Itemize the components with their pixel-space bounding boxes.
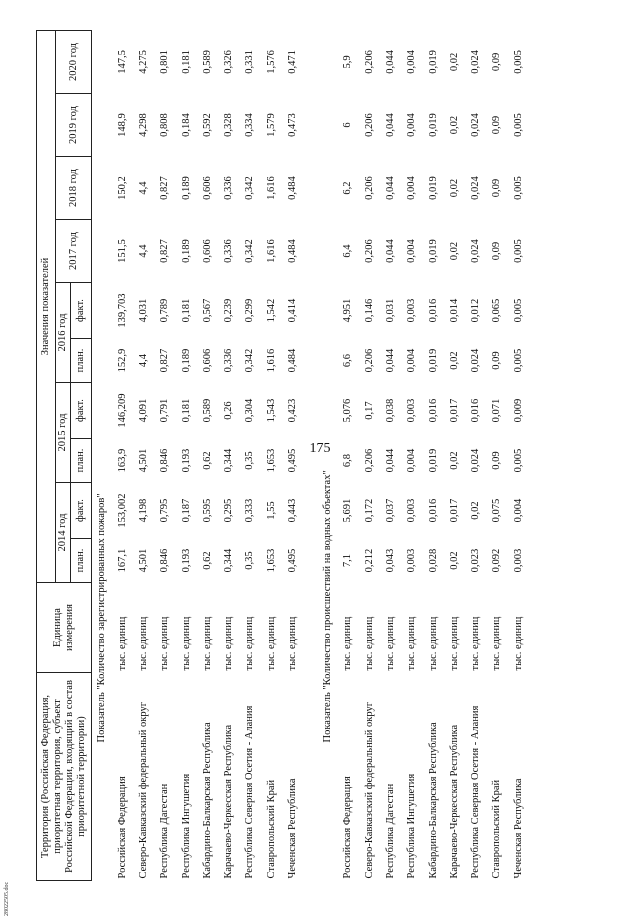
value-cell: 0,09 xyxy=(491,178,503,198)
value-cell: 0,592 xyxy=(201,113,213,137)
value-cell: 147,5 xyxy=(116,50,128,74)
value-cell: 148,9 xyxy=(116,113,128,137)
value-cell: 0,016 xyxy=(427,498,439,523)
value-cell: 0,004 xyxy=(512,498,524,523)
value-cell: 1,616 xyxy=(265,239,277,263)
value-cell: 0,044 xyxy=(384,239,396,263)
value-cell: 1,542 xyxy=(265,298,277,323)
value-cell: 0,005 xyxy=(512,348,524,373)
section-title: Показатель "Количество происшествий на водных объектах" xyxy=(321,470,333,743)
value-cell: 0,589 xyxy=(201,50,213,74)
value-cell: 0,02 xyxy=(448,52,460,72)
value-cell: 0,014 xyxy=(448,298,460,323)
value-cell: 0,146 xyxy=(363,298,375,323)
rotated-table-container xyxy=(36,31,626,881)
value-cell: 0,595 xyxy=(201,498,213,523)
value-cell: 0,005 xyxy=(512,298,524,323)
table-row xyxy=(338,30,359,880)
value-cell: 1,653 xyxy=(265,548,277,573)
value-cell: 0,801 xyxy=(159,50,171,74)
value-cell: 0,26 xyxy=(223,401,235,420)
value-cell: 0,016 xyxy=(470,398,482,423)
value-cell: 0,808 xyxy=(159,113,171,137)
value-cell: 0,044 xyxy=(384,50,396,74)
indicators-table xyxy=(36,30,529,881)
territory-name: Ставропольский Край xyxy=(491,779,503,879)
value-cell: 0,299 xyxy=(244,298,256,323)
value-cell: 1,653 xyxy=(265,448,277,473)
header-territory: Территория (Российская Федерация, приоритетная территория, субъект Российской Федерации, входящий в состав приоритетной территории) xyxy=(37,673,92,881)
footer-doc-code: 28022505.doc xyxy=(4,881,10,916)
value-cell: 0,295 xyxy=(223,498,235,523)
unit-cell: тыс. единиц xyxy=(180,616,192,671)
unit-cell: тыс. единиц xyxy=(406,616,418,671)
section-title-row xyxy=(92,30,113,880)
header-values: Значения показателей xyxy=(37,30,56,582)
unit-cell: тыс. единиц xyxy=(116,616,128,671)
value-cell: 0,024 xyxy=(470,50,482,74)
value-cell: 0,443 xyxy=(287,498,299,523)
value-cell: 0,336 xyxy=(223,239,235,263)
value-cell: 6,6 xyxy=(342,353,354,368)
value-cell: 0,075 xyxy=(491,498,503,523)
value-cell: 4,4 xyxy=(137,181,149,195)
value-cell: 0,028 xyxy=(427,548,439,573)
value-cell: 4,4 xyxy=(137,244,149,258)
value-cell: 0,344 xyxy=(223,448,235,473)
table-row xyxy=(133,30,154,880)
territory-name: Кабардино-Балкарская Республика xyxy=(427,722,439,879)
value-cell: 0,09 xyxy=(491,115,503,135)
header-year-2017: 2017 год xyxy=(56,220,92,283)
table-row xyxy=(112,30,133,880)
value-cell: 0,019 xyxy=(427,348,439,373)
header-year-2020: 2020 год xyxy=(56,30,92,93)
header-plan: план. xyxy=(71,539,92,583)
table-row xyxy=(465,30,486,880)
unit-cell: тыс. единиц xyxy=(384,616,396,671)
value-cell: 0,846 xyxy=(159,548,171,573)
table-row xyxy=(282,30,303,880)
value-cell: 0,172 xyxy=(363,498,375,523)
value-cell: 0,003 xyxy=(406,298,418,323)
value-cell: 0,02 xyxy=(448,115,460,135)
value-cell: 0,019 xyxy=(427,113,439,137)
value-cell: 0,009 xyxy=(512,398,524,423)
section-title: Показатель "Количество зарегистрированных пожаров" xyxy=(96,493,107,743)
territory-name: Республика Дагестан xyxy=(159,783,171,879)
unit-cell: тыс. единиц xyxy=(448,616,460,671)
value-cell: 0,02 xyxy=(470,501,482,520)
value-cell: 0,003 xyxy=(406,498,418,523)
territory-name: Республика Ингушетия xyxy=(406,773,418,879)
value-cell: 0,044 xyxy=(384,348,396,373)
unit-cell: тыс. единиц xyxy=(427,616,439,671)
value-cell: 150,2 xyxy=(116,176,128,200)
value-cell: 0,589 xyxy=(201,398,213,423)
value-cell: 1,616 xyxy=(265,176,277,200)
table-row xyxy=(218,30,239,880)
value-cell: 4,275 xyxy=(137,50,149,74)
table-row xyxy=(380,30,401,880)
value-cell: 0,35 xyxy=(244,551,256,570)
table-row xyxy=(444,30,465,880)
unit-cell: тыс. единиц xyxy=(137,616,149,671)
value-cell: 0,193 xyxy=(180,548,192,573)
value-cell: 0,019 xyxy=(427,239,439,263)
value-cell: 153,002 xyxy=(116,493,128,528)
value-cell: 0,003 xyxy=(406,398,418,423)
unit-cell: тыс. единиц xyxy=(287,616,299,671)
territory-name: Ставропольский Край xyxy=(265,779,277,879)
unit-cell: тыс. единиц xyxy=(223,616,235,671)
territory-name: Карачаево-Черкесская Республика xyxy=(448,724,460,879)
value-cell: 0,189 xyxy=(180,348,192,373)
value-cell: 1,579 xyxy=(265,113,277,137)
value-cell: 0,827 xyxy=(159,176,171,200)
value-cell: 0,336 xyxy=(223,348,235,373)
value-cell: 0,024 xyxy=(470,348,482,373)
value-cell: 0,024 xyxy=(470,239,482,263)
value-cell: 0,181 xyxy=(180,50,192,74)
value-cell: 0,005 xyxy=(512,176,524,200)
header-plan: план. xyxy=(71,439,92,483)
value-cell: 0,012 xyxy=(470,298,482,323)
value-cell: 0,004 xyxy=(406,348,418,373)
value-cell: 0,005 xyxy=(512,239,524,263)
value-cell: 0,09 xyxy=(491,241,503,261)
value-cell: 4,501 xyxy=(137,448,149,473)
value-cell: 0,484 xyxy=(287,176,299,200)
value-cell: 0,326 xyxy=(223,50,235,74)
value-cell: 0,189 xyxy=(180,239,192,263)
value-cell: 0,02 xyxy=(448,551,460,570)
value-cell: 0,795 xyxy=(159,498,171,523)
value-cell: 0,019 xyxy=(427,50,439,74)
value-cell: 167,1 xyxy=(116,548,128,573)
territory-name: Республика Ингушетия xyxy=(180,773,192,879)
value-cell: 0,09 xyxy=(491,52,503,72)
value-cell: 0,038 xyxy=(384,398,396,423)
value-cell: 0,495 xyxy=(287,448,299,473)
header-fact: факт. xyxy=(71,283,92,339)
value-cell: 0,184 xyxy=(180,113,192,137)
value-cell: 151,5 xyxy=(116,239,128,263)
value-cell: 0,016 xyxy=(427,298,439,323)
value-cell: 0,019 xyxy=(427,176,439,200)
header-fact: факт. xyxy=(71,383,92,439)
territory-name: Чеченская Республика xyxy=(287,778,299,879)
value-cell: 1,55 xyxy=(265,501,277,520)
territory-name: Кабардино-Балкарская Республика xyxy=(201,722,213,879)
value-cell: 0,206 xyxy=(363,176,375,200)
value-cell: 0,017 xyxy=(448,398,460,423)
unit-cell: тыс. единиц xyxy=(342,616,354,671)
unit-cell: тыс. единиц xyxy=(265,616,277,671)
value-cell: 0,02 xyxy=(448,451,460,470)
value-cell: 0,024 xyxy=(470,113,482,137)
value-cell: 0,606 xyxy=(201,176,213,200)
spacer-cell xyxy=(304,30,318,880)
value-cell: 0,789 xyxy=(159,298,171,323)
value-cell: 7,1 xyxy=(342,553,354,568)
value-cell: 0,62 xyxy=(201,551,213,570)
value-cell: 0,065 xyxy=(491,298,503,323)
unit-cell: тыс. единиц xyxy=(159,616,171,671)
value-cell: 0,334 xyxy=(244,113,256,137)
value-cell: 0,003 xyxy=(406,548,418,573)
table-row xyxy=(487,30,508,880)
value-cell: 0,004 xyxy=(406,239,418,263)
value-cell: 0,005 xyxy=(512,448,524,473)
value-cell: 0,017 xyxy=(448,498,460,523)
unit-cell: тыс. единиц xyxy=(470,616,482,671)
value-cell: 0,02 xyxy=(448,351,460,370)
value-cell: 0,004 xyxy=(406,176,418,200)
value-cell: 0,606 xyxy=(201,239,213,263)
header-unit: Единица измерения xyxy=(37,583,92,673)
value-cell: 0,206 xyxy=(363,448,375,473)
value-cell: 0,024 xyxy=(470,448,482,473)
value-cell: 139,703 xyxy=(116,293,128,328)
header-plan: план. xyxy=(71,339,92,383)
spacer-row xyxy=(304,30,318,880)
header-year-2018: 2018 год xyxy=(56,157,92,220)
value-cell: 0,206 xyxy=(363,348,375,373)
value-cell: 0,606 xyxy=(201,348,213,373)
table-row xyxy=(176,30,197,880)
value-cell: 0,193 xyxy=(180,448,192,473)
value-cell: 0,304 xyxy=(244,398,256,423)
value-cell: 4,198 xyxy=(137,498,149,523)
section-title-row xyxy=(318,30,338,880)
territory-name: Северо-Кавказский федеральный округ xyxy=(137,701,149,879)
table-header xyxy=(37,30,92,880)
territory-name: Республика Дагестан xyxy=(384,783,396,879)
value-cell: 0,092 xyxy=(491,548,503,573)
value-cell: 0,827 xyxy=(159,348,171,373)
value-cell: 0,206 xyxy=(363,113,375,137)
territory-name: Карачаево-Черкесская Республика xyxy=(223,724,235,879)
value-cell: 0,09 xyxy=(491,351,503,370)
value-cell: 4,091 xyxy=(137,398,149,423)
value-cell: 0,004 xyxy=(406,50,418,74)
table-row xyxy=(197,30,218,880)
value-cell: 0,17 xyxy=(363,401,375,420)
table-row xyxy=(261,30,282,880)
table-row xyxy=(508,30,529,880)
value-cell: 0,019 xyxy=(427,448,439,473)
value-cell: 0,342 xyxy=(244,239,256,263)
value-cell: 0,02 xyxy=(448,178,460,198)
value-cell: 0,484 xyxy=(287,348,299,373)
value-cell: 0,331 xyxy=(244,50,256,74)
page-number: 175 xyxy=(309,441,331,456)
value-cell: 0,031 xyxy=(384,298,396,323)
value-cell: 0,189 xyxy=(180,176,192,200)
value-cell: 0,003 xyxy=(512,548,524,573)
header-year-2015: 2015 год xyxy=(56,383,71,483)
value-cell: 0,414 xyxy=(287,298,299,323)
header-fact: факт. xyxy=(71,483,92,539)
value-cell: 146,209 xyxy=(116,393,128,428)
territory-name: Республика Северная Осетия - Алания xyxy=(470,705,482,879)
unit-cell: тыс. единиц xyxy=(491,616,503,671)
value-cell: 0,181 xyxy=(180,298,192,323)
value-cell: 0,333 xyxy=(244,498,256,523)
territory-name: Северо-Кавказский федеральный округ xyxy=(363,701,375,879)
value-cell: 0,212 xyxy=(363,548,375,573)
value-cell: 0,024 xyxy=(470,176,482,200)
value-cell: 1,616 xyxy=(265,348,277,373)
value-cell: 0,023 xyxy=(470,548,482,573)
value-cell: 1,543 xyxy=(265,398,277,423)
value-cell: 0,181 xyxy=(180,398,192,423)
value-cell: 1,576 xyxy=(265,50,277,74)
territory-name: Чеченская Республика xyxy=(512,778,524,879)
value-cell: 0,473 xyxy=(287,113,299,137)
value-cell: 0,239 xyxy=(223,298,235,323)
value-cell: 5,9 xyxy=(342,55,354,69)
value-cell: 152,9 xyxy=(116,348,128,373)
value-cell: 0,09 xyxy=(491,451,503,470)
value-cell: 6,4 xyxy=(342,244,354,258)
value-cell: 5,076 xyxy=(342,398,354,423)
value-cell: 4,298 xyxy=(137,113,149,137)
table-row xyxy=(359,30,380,880)
header-year-2019: 2019 год xyxy=(56,94,92,157)
value-cell: 0,004 xyxy=(406,448,418,473)
value-cell: 0,206 xyxy=(363,50,375,74)
value-cell: 0,567 xyxy=(201,298,213,323)
value-cell: 5,691 xyxy=(342,498,354,523)
value-cell: 0,071 xyxy=(491,398,503,423)
value-cell: 4,501 xyxy=(137,548,149,573)
value-cell: 0,043 xyxy=(384,548,396,573)
value-cell: 0,495 xyxy=(287,548,299,573)
value-cell: 0,02 xyxy=(448,241,460,261)
value-cell: 0,206 xyxy=(363,239,375,263)
territory-name: Российская Федерация xyxy=(116,776,128,879)
unit-cell: тыс. единиц xyxy=(363,616,375,671)
value-cell: 0,005 xyxy=(512,50,524,74)
value-cell: 6,8 xyxy=(342,453,354,468)
table-row xyxy=(423,30,444,880)
header-year-2016: 2016 год xyxy=(56,283,71,383)
table-row xyxy=(402,30,423,880)
value-cell: 0,044 xyxy=(384,448,396,473)
value-cell: 0,336 xyxy=(223,176,235,200)
value-cell: 4,951 xyxy=(342,298,354,323)
value-cell: 0,004 xyxy=(406,113,418,137)
value-cell: 4,031 xyxy=(137,298,149,323)
value-cell: 0,423 xyxy=(287,398,299,423)
value-cell: 0,846 xyxy=(159,448,171,473)
header-year-2014: 2014 год xyxy=(56,483,71,583)
unit-cell: тыс. единиц xyxy=(512,616,524,671)
value-cell: 0,791 xyxy=(159,398,171,423)
value-cell: 0,827 xyxy=(159,239,171,263)
value-cell: 0,342 xyxy=(244,176,256,200)
value-cell: 0,016 xyxy=(427,398,439,423)
value-cell: 0,044 xyxy=(384,113,396,137)
table-row xyxy=(240,30,261,880)
value-cell: 0,187 xyxy=(180,498,192,523)
value-cell: 0,044 xyxy=(384,176,396,200)
unit-cell: тыс. единиц xyxy=(244,616,256,671)
value-cell: 0,344 xyxy=(223,548,235,573)
unit-cell: тыс. единиц xyxy=(201,616,213,671)
value-cell: 0,342 xyxy=(244,348,256,373)
value-cell: 0,484 xyxy=(287,239,299,263)
value-cell: 4,4 xyxy=(137,353,149,368)
value-cell: 0,35 xyxy=(244,451,256,470)
value-cell: 0,62 xyxy=(201,451,213,470)
value-cell: 0,037 xyxy=(384,498,396,523)
value-cell: 6 xyxy=(342,122,354,128)
value-cell: 0,005 xyxy=(512,113,524,137)
table-row xyxy=(155,30,176,880)
territory-name: Республика Северная Осетия - Алания xyxy=(244,705,256,879)
value-cell: 0,471 xyxy=(287,50,299,74)
value-cell: 163,9 xyxy=(116,448,128,473)
value-cell: 0,328 xyxy=(223,113,235,137)
value-cell: 6,2 xyxy=(342,181,354,195)
territory-name: Российская Федерация xyxy=(342,776,354,879)
table-body xyxy=(92,30,530,880)
